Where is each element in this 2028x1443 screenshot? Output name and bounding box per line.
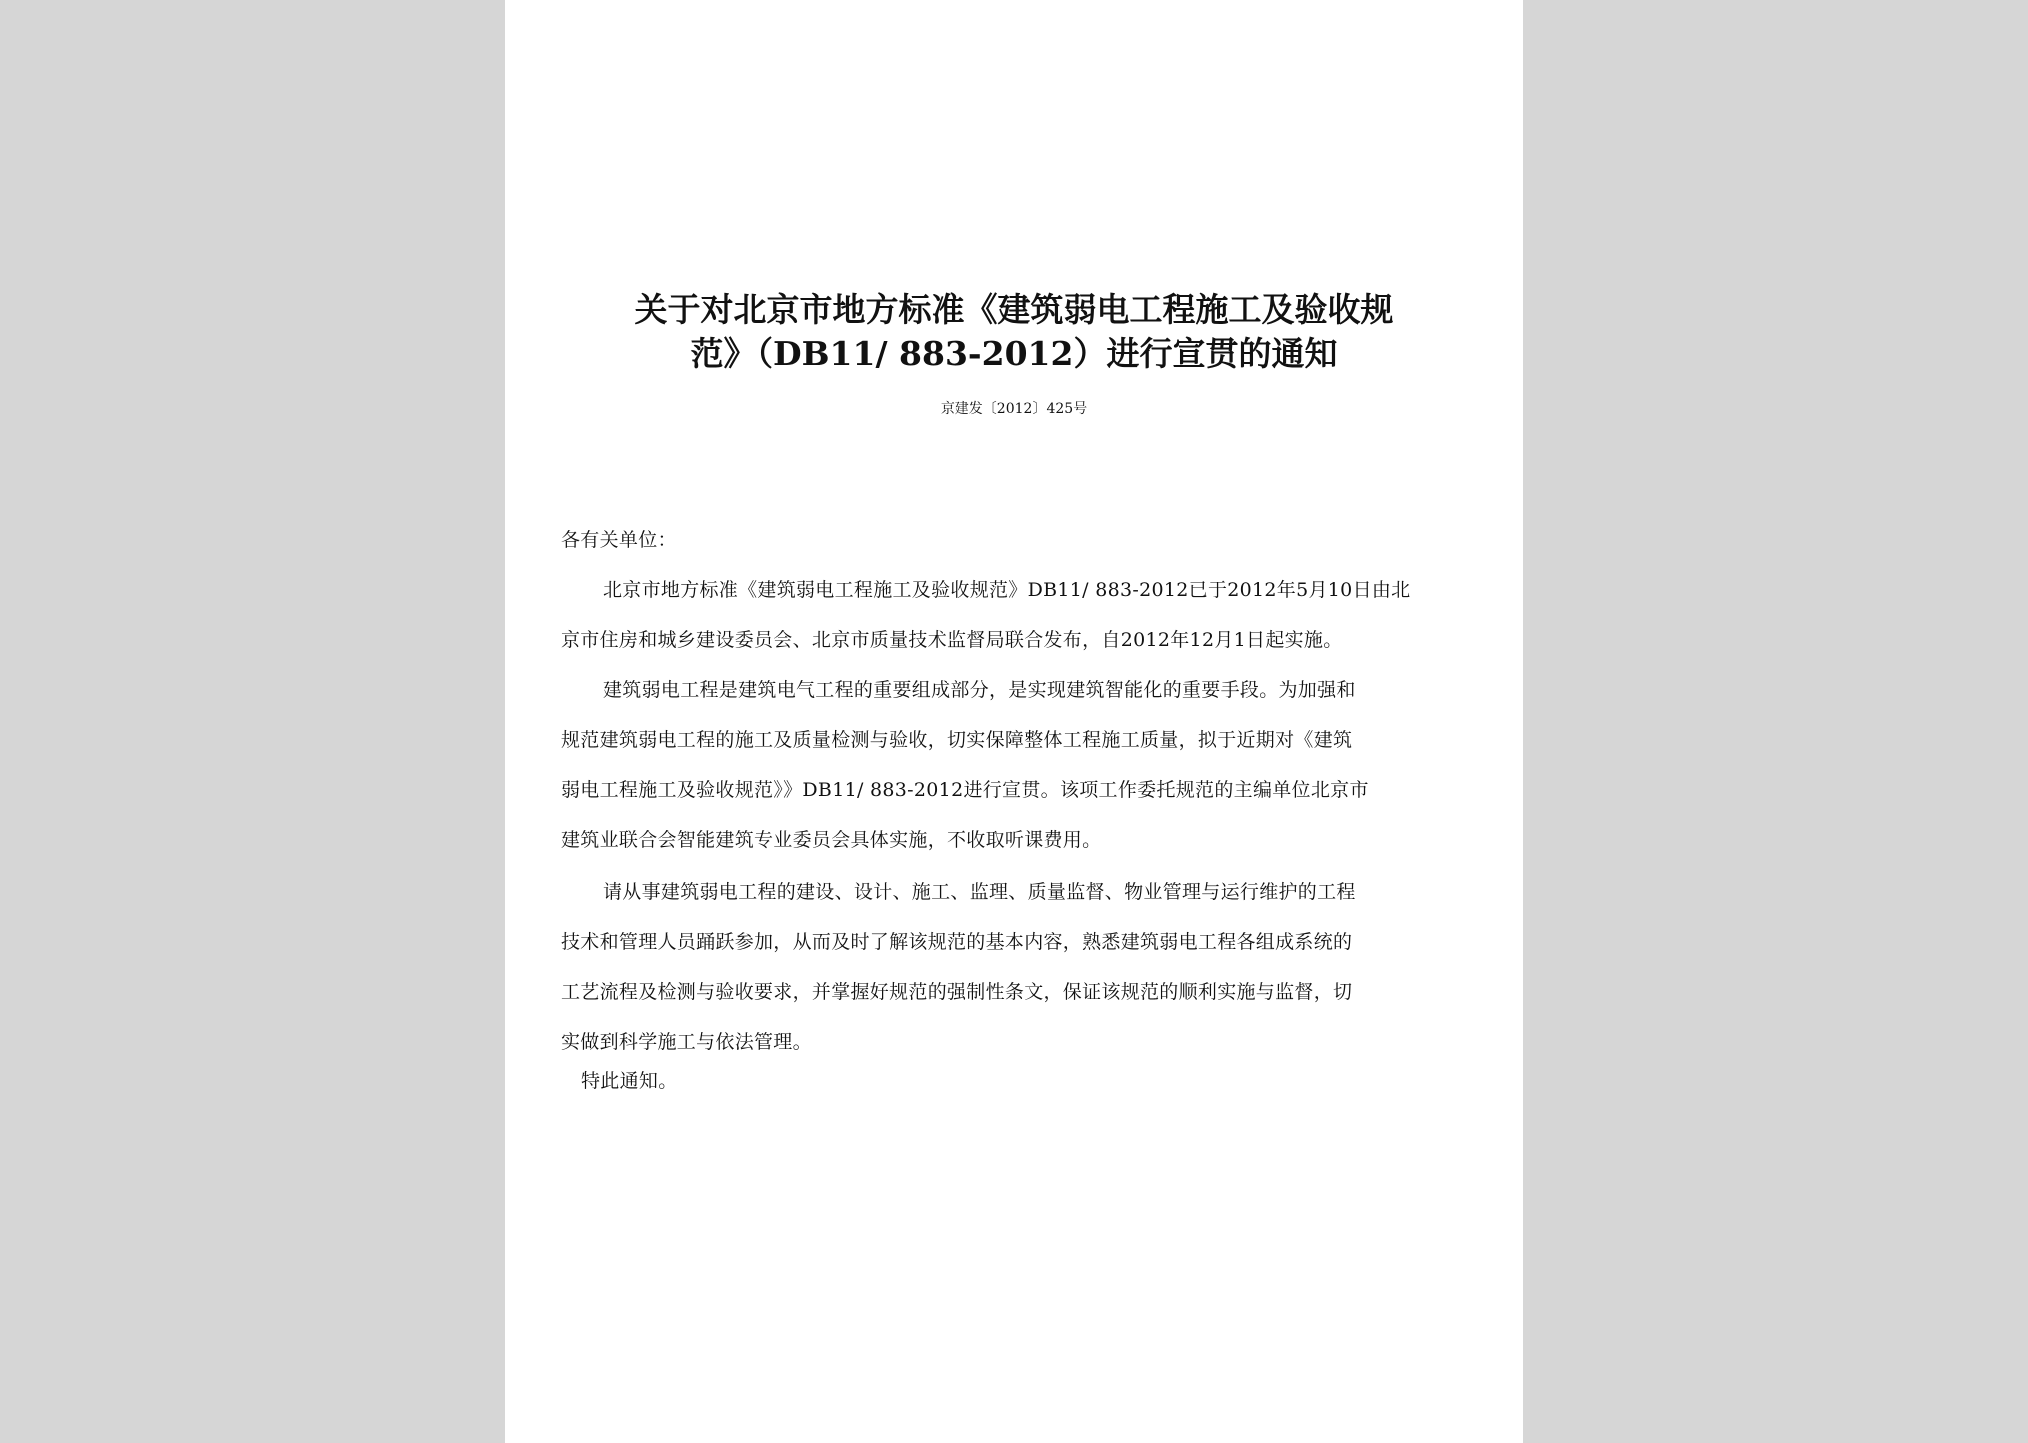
title-line-1: 关于对北京市地方标准《建筑弱电工程施工及验收规 <box>634 290 1394 329</box>
document-title <box>565 288 1463 376</box>
paragraph-2-line-2: 规范建筑弱电工程的施工及质量检测与验收，切实保障整体工程施工质量，拟于近期对《建筑 <box>561 729 1353 751</box>
paragraph-2-line-1: 建筑弱电工程是建筑电气工程的重要组成部分，是实现建筑智能化的重要手段。为加强和 <box>603 679 1356 701</box>
document-number: 京建发〔2012〕425号 <box>940 401 1088 417</box>
paragraph-2-line-4: 建筑业联合会智能建筑专业委员会具体实施，不收取听课费用。 <box>561 829 1102 851</box>
paragraph-3-line-3: 工艺流程及检测与验收要求，并掌握好规范的强制性条文，保证该规范的顺利实施与监督，切 <box>561 981 1353 1003</box>
paragraph-1-line-2: 京市住房和城乡建设委员会、北京市质量技术监督局联合发布，自2012年12月1日起实施。 <box>561 629 1343 651</box>
document-page <box>505 0 1523 1443</box>
paragraph-2-line-3: 弱电工程施工及验收规范》》DB11/ 883-2012进行宣贯。该项工作委托规范的主编单位北京市 <box>561 779 1369 801</box>
paragraph-1-line-1: 北京市地方标准《建筑弱电工程施工及验收规范》DB11/ 883-2012已于2012年5月10日由北 <box>603 579 1411 601</box>
title-line-2: 范》（DB11/ 883-2012）进行宣贯的通知 <box>690 334 1338 373</box>
paragraph-3-line-4: 实做到科学施工与依法管理。 <box>561 1031 812 1053</box>
paragraph-3-line-2: 技术和管理人员踊跃参加，从而及时了解该规范的基本内容，熟悉建筑弱电工程各组成系统的 <box>561 931 1353 953</box>
paragraph-3-line-1: 请从事建筑弱电工程的建设、设计、施工、监理、质量监督、物业管理与运行维护的工程 <box>603 881 1356 903</box>
closing-remark: 特此通知。 <box>581 1070 678 1092</box>
salutation: 各有关单位： <box>561 529 677 551</box>
